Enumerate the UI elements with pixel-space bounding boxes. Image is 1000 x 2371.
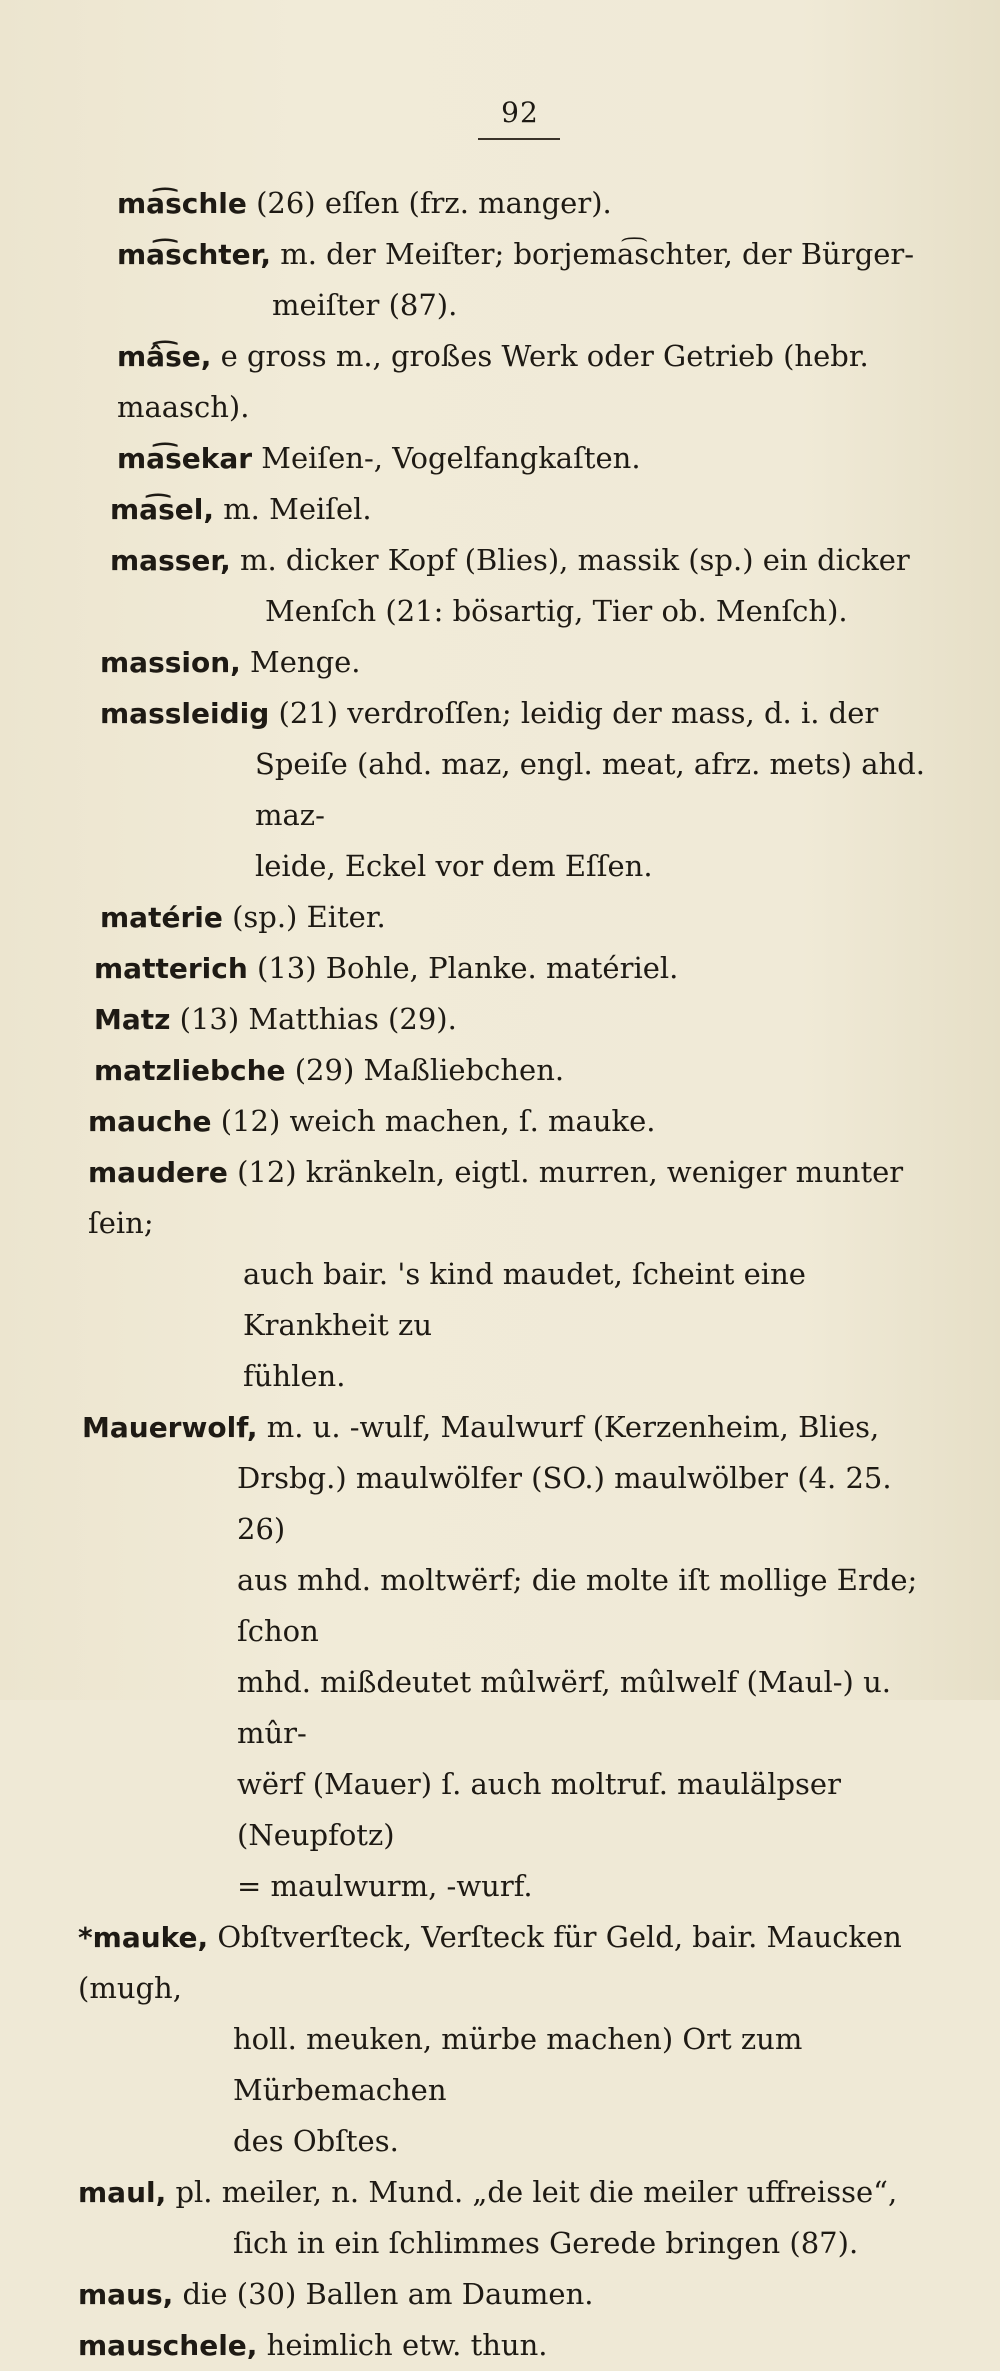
definition-line: (21) verdroſſen; leidig der mass, d. i. der [278,696,879,730]
entry-masel [0,484,928,535]
definition-line: m. u. -wulf, Maulwurf (Kerzenheim, Blies, [266,1410,880,1444]
definition-line: (13) Bohle, Planke. matériel. [257,951,679,985]
headword: ma͡schle [117,187,247,220]
entry-maschter [0,229,928,331]
entry-massion [0,637,928,688]
headword: massion, [100,646,241,679]
entry-maschle [0,178,928,229]
definition-line: = maulwurm, -wurf. [237,1869,533,1903]
definition-line: Obſtverſteck, Verſteck für Geld, bair. Maucken (mugh, [78,1920,902,2005]
definition-line: ſich in ein ſchlimmes Gerede bringen (87). [233,2226,859,2260]
entry-list [0,178,1000,2371]
definition-line: mhd. mißdeutet mûlwërf, mûlwelf (Maul-) u. mûr- [237,1665,891,1750]
definition-line: (29) Maßliebchen. [294,1053,565,1087]
headword: maul, [78,2176,167,2209]
definition-line: (13) Matthias (29). [179,1002,457,1036]
headword: mauche [88,1105,212,1138]
headword: ma͡sekar [117,442,253,475]
entry-maul [0,2167,928,2269]
entry-mauke [0,1912,928,2167]
definition-line: fühlen. [243,1359,346,1393]
definition-line: (12) weich machen, ſ. mauke. [220,1104,656,1138]
definition-line: Menſch (21: bösartig, Tier ob. Menſch). [265,594,848,628]
entry-mase [0,331,928,433]
definition-line: Meiſen-, Vogelfangkaſten. [261,441,641,475]
definition-line: m. der Meiſter; borjema͡schter, der Bürger- [280,237,915,271]
headword: ma͡sel, [110,493,214,526]
entry-masekar [0,433,928,484]
entry-mauche [0,1096,928,1147]
page-number-rule [478,138,560,140]
headword: mâ͡se, [117,340,212,373]
definition-line: meiſter (87). [272,288,458,322]
entry-matterich [0,943,928,994]
headword: matérie [100,901,223,934]
definition-line: leide, Eckel vor dem Eſſen. [255,849,653,883]
entry-masser [0,535,928,637]
headword: Matz [94,1003,171,1036]
definition-line: holl. meuken, mürbe machen) Ort zum Mürbemachen [233,2022,803,2107]
headword: Mauerwolf, [82,1411,258,1444]
entry-matzliebche [0,1045,928,1096]
entry-massleidig [0,688,928,892]
headword: masser, [110,544,231,577]
definition-line: e gross m., großes Werk oder Getrieb (hebr. maasch). [117,339,869,424]
definition-line: des Obſtes. [233,2124,399,2158]
definition-line: (sp.) Eiter. [232,900,386,934]
definition-line: (12) kränkeln, eigtl. murren, weniger munter ſein; [88,1155,904,1240]
definition-line: aus mhd. moltwërf; die molte iſt mollige Erde; ſchon [237,1563,918,1648]
definition-line: Menge. [250,645,361,679]
entry-mauschele [0,2320,928,2371]
definition-line: heimlich etw. thun. [266,2328,548,2362]
headword: maus, [78,2278,174,2311]
definition-line: pl. meiler, n. Mund. „de leit die meiler uffreisse“, [175,2175,898,2209]
headword: massleidig [100,697,270,730]
entry-matz [0,994,928,1045]
headword: matterich [94,952,248,985]
entry-materie [0,892,928,943]
definition-line: Speiſe (ahd. maz, engl. meat, afrz. mets) ahd. maz- [255,747,926,832]
definition-line: m. dicker Kopf (Blies), massik (sp.) ein dicker [239,543,910,577]
entry-maus [0,2269,928,2320]
headword: ma͡schter, [117,238,271,271]
headword: mauschele, [78,2329,258,2362]
headword: *mauke, [78,1921,209,1954]
entry-maudere [0,1147,928,1402]
definition-line: auch bair. 's kind maudet, ſcheint eine Krankheit zu [243,1257,806,1342]
entry-mauerwolf [0,1402,928,1912]
headword: maudere [88,1156,228,1189]
definition-line: die (30) Ballen am Daumen. [182,2277,594,2311]
definition-line: (26) eſſen (frz. manger). [256,186,612,220]
definition-line: Drsbg.) maulwölfer (SO.) maulwölber (4. 25. 26) [237,1461,892,1546]
definition-line: wërf (Mauer) ſ. auch moltruf. maulälpser (Neupfotz) [237,1767,841,1852]
definition-line: m. Meiſel. [223,492,372,526]
page-number: 92 [501,96,539,129]
headword: matzliebche [94,1054,286,1087]
